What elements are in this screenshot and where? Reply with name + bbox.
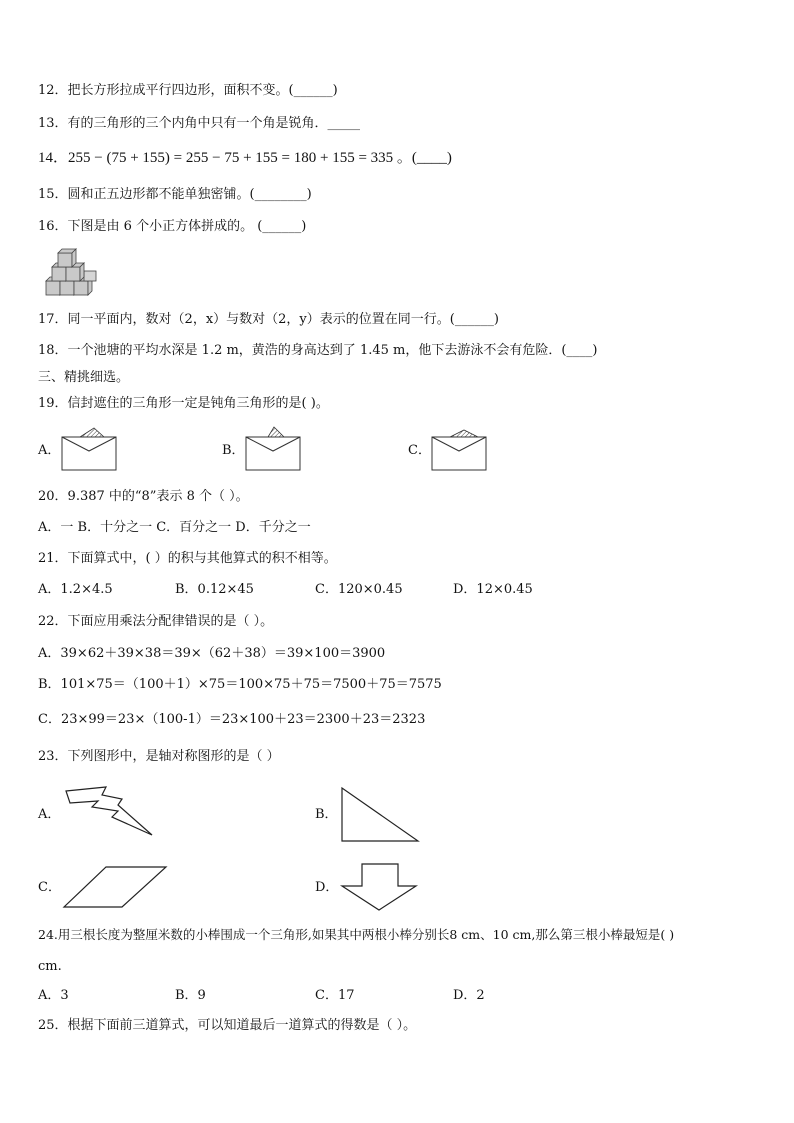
lightning-shape [62,785,156,839]
q24-option-c: C．17 [315,988,355,1003]
q23-option-a-label: A． [38,807,61,822]
question-24: 24.用三根长度为整厘米数的小棒围成一个三角形,如果其中两根小棒分别长8 cm、10 cm,那么第三根小棒最短是( ) [38,927,675,942]
q21-option-d: D．12×0.45 [453,582,533,597]
q21-option-c: C．120×0.45 [315,582,403,597]
question-17: 17．同一平面内，数对（2，x）与数对（2，y）表示的位置在同一行。(______) [38,312,499,327]
question-12: 12．把长方形拉成平行四边形，面积不变。(______) [38,83,338,98]
question-18: 18．一个池塘的平均水深是 1.2 m，黄浩的身高达到了 1.45 m，他下去游泳不会有危险．(____) [38,343,598,358]
q20-options: A．一 B．十分之一 C．百分之一 D．千分之一 [38,520,311,535]
q19-option-a-label: A． [38,443,61,458]
q21-option-b: B．0.12×45 [175,582,254,597]
question-13: 13．有的三角形的三个内角中只有一个角是锐角．_____ [38,116,361,131]
down-arrow-shape [340,862,418,912]
q22-option-c: C．23×99＝23×（100-1）＝23×100＋23＝2300＋23＝2323 [38,712,426,727]
envelope-triangle-b [244,425,302,473]
section-3-heading: 三、精挑细选。 [38,370,130,385]
question-14-text: 14．255 − (75 + 155) = 255 − 75 + 155 = 180 + 155 = 335 。(____) [38,150,452,166]
q19-option-b-label: B． [222,443,245,458]
q19-option-c-label: C． [408,443,431,458]
question-23: 23．下列图形中，是轴对称图形的是（ ） [38,749,280,764]
question-15: 15．圆和正五边形都不能单独密铺。(________) [38,187,312,202]
q22-option-b: B．101×75＝（100＋1）×75＝100×75＋75＝7500＋75＝7575 [38,677,442,692]
cube-stack-figure [44,247,100,299]
q24-option-d: D．2 [453,988,485,1003]
question-24-unit: cm. [38,959,62,974]
envelope-triangle-c [430,425,488,473]
q24-option-b: B．9 [175,988,206,1003]
q23-option-b-label: B． [315,807,338,822]
question-19: 19．信封遮住的三角形一定是钝角三角形的是( )。 [38,396,329,411]
envelope-triangle-a [60,425,118,473]
question-21: 21．下面算式中，( ）的积与其他算式的积不相等。 [38,551,337,566]
q23-option-d-label: D． [315,880,339,895]
q22-option-a: A．39×62＋39×38＝39×（62＋38）＝39×100＝3900 [38,646,386,661]
question-20: 20．9.387 中的“8”表示 8 个（ ）。 [38,489,249,504]
q24-option-a: A．3 [38,988,69,1003]
question-22: 22．下面应用乘法分配律错误的是（ ）。 [38,614,274,629]
parallelogram-shape [62,865,170,911]
question-16: 16．下图是由 6 个小正方体拼成的。 (______) [38,219,307,234]
question-25: 25．根据下面前三道算式，可以知道最后一道算式的得数是（ ）。 [38,1018,417,1033]
right-triangle-shape [340,786,422,844]
question-14 [38,149,452,168]
q21-option-a: A．1.2×4.5 [38,582,113,597]
q23-option-c-label: C． [38,880,61,895]
